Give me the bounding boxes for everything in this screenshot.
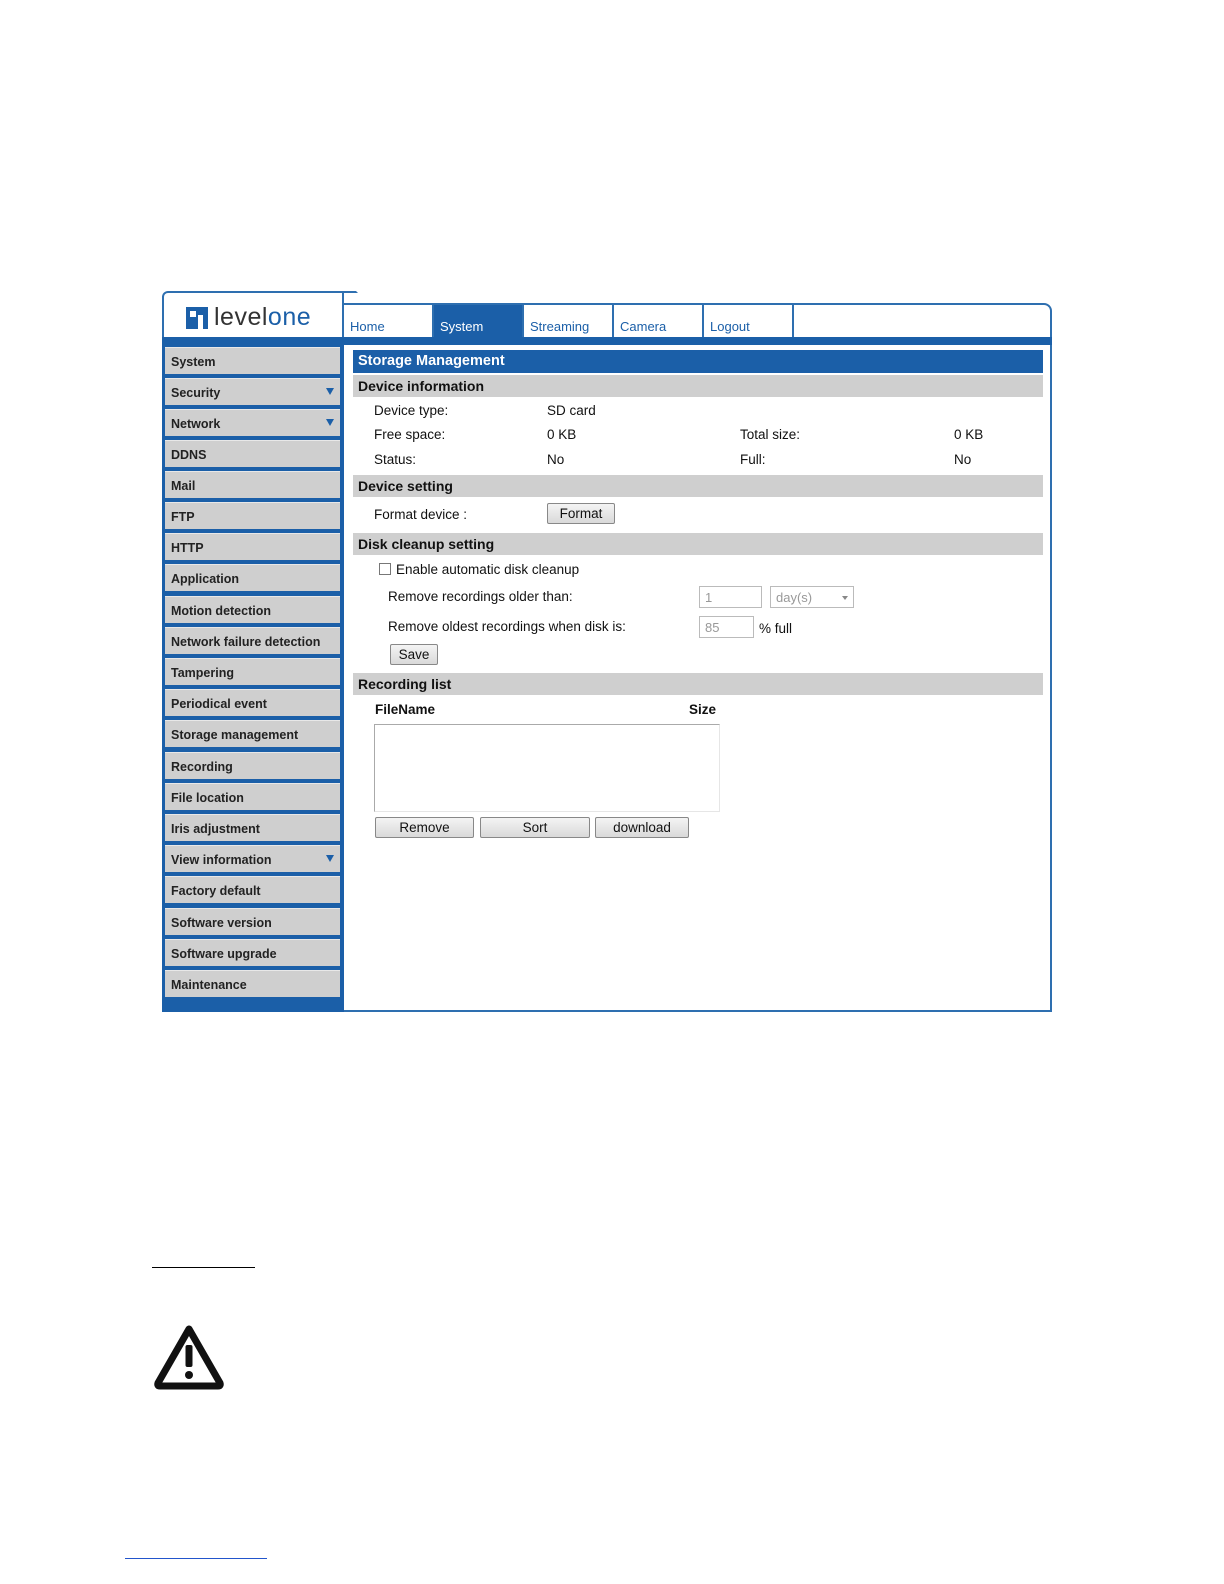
sidebar-item-periodical-event[interactable]: Periodical event (165, 689, 340, 716)
sidebar-item-network[interactable]: Network (165, 409, 340, 436)
sidebar-item-software-version[interactable]: Software version (165, 908, 340, 935)
download-button[interactable]: download (595, 817, 689, 838)
logo-text: levelone (214, 303, 312, 331)
device-type-value: SD card (547, 403, 596, 418)
sidebar-item-security[interactable]: Security (165, 378, 340, 405)
size-column-header: Size (689, 702, 717, 717)
older-than-input[interactable]: 1 (699, 586, 762, 608)
sidebar-item-maintenance[interactable]: Maintenance (165, 970, 340, 997)
full-value: No (954, 452, 972, 467)
nav-underline-bar (162, 337, 1052, 345)
sidebar-item-recording[interactable]: Recording (165, 752, 340, 779)
section-recording-list: Recording list (353, 673, 1043, 695)
sidebar-item-view-information[interactable]: View information (165, 845, 340, 872)
device-type-label: Device type: (374, 403, 449, 418)
page-title: Storage Management (353, 350, 1043, 373)
tab-logout[interactable]: Logout (704, 305, 794, 339)
tab-home[interactable]: Home (344, 305, 434, 339)
format-button[interactable]: Format (547, 503, 615, 524)
link-underline (125, 1558, 267, 1559)
footnote-rule (152, 1267, 255, 1268)
sidebar-item-iris-adjustment[interactable]: Iris adjustment (165, 814, 340, 841)
tab-system[interactable]: System (434, 305, 524, 339)
levelone-logo-icon (186, 307, 208, 329)
sidebar (162, 345, 344, 1012)
web-ui-frame (162, 291, 1052, 1012)
sidebar-item-file-location[interactable]: File location (165, 783, 340, 810)
sidebar-item-application[interactable]: Application (165, 564, 340, 591)
expand-arrow-icon (326, 419, 334, 426)
save-button[interactable]: Save (390, 644, 438, 665)
remove-older-label: Remove recordings older than: (388, 589, 573, 604)
disk-full-percent-input[interactable]: 85 (699, 616, 754, 638)
total-size-value: 0 KB (954, 427, 984, 442)
sidebar-item-ddns[interactable]: DDNS (165, 440, 340, 467)
tab-streaming[interactable]: Streaming (524, 305, 614, 339)
tab-camera[interactable]: Camera (614, 305, 704, 339)
sidebar-item-system[interactable]: System (165, 347, 340, 374)
remove-button[interactable]: Remove (375, 817, 474, 838)
top-nav (344, 303, 1052, 339)
section-device-setting: Device setting (353, 475, 1043, 497)
expand-arrow-icon (326, 855, 334, 862)
recording-list-box[interactable] (374, 724, 720, 812)
filename-column-header: FileName (375, 702, 436, 717)
sidebar-item-mail[interactable]: Mail (165, 471, 340, 498)
sidebar-item-storage-management[interactable]: Storage management (165, 720, 340, 747)
section-disk-cleanup: Disk cleanup setting (353, 533, 1043, 555)
free-space-label: Free space: (374, 427, 446, 442)
enable-cleanup-checkbox[interactable] (379, 563, 391, 575)
status-value: No (547, 452, 565, 467)
free-space-value: 0 KB (547, 427, 577, 442)
sidebar-item-motion-detection[interactable]: Motion detection (165, 596, 340, 623)
percent-full-label: % full (759, 621, 793, 636)
sidebar-item-tampering[interactable]: Tampering (165, 658, 340, 685)
logo-tab (162, 291, 344, 339)
levelone-logo (186, 303, 311, 332)
section-device-information: Device information (353, 375, 1043, 397)
enable-cleanup-label: Enable automatic disk cleanup (396, 562, 580, 577)
sidebar-item-factory-default[interactable]: Factory default (165, 876, 340, 903)
remove-oldest-label: Remove oldest recordings when disk is: (388, 619, 626, 634)
sidebar-item-ftp[interactable]: FTP (165, 502, 340, 529)
status-label: Status: (374, 452, 417, 467)
total-size-label: Total size: (740, 427, 801, 442)
main-panel (344, 345, 1052, 1012)
expand-arrow-icon (326, 388, 334, 395)
sidebar-item-software-upgrade[interactable]: Software upgrade (165, 939, 340, 966)
full-label: Full: (740, 452, 766, 467)
warning-icon (152, 1323, 226, 1391)
sort-button[interactable]: Sort (480, 817, 590, 838)
format-device-label: Format device : (374, 507, 468, 522)
sidebar-item-http[interactable]: HTTP (165, 533, 340, 560)
dropdown-arrow-icon (842, 596, 848, 600)
older-than-unit-select[interactable]: day(s) (770, 586, 854, 608)
sidebar-item-network-failure-detection[interactable]: Network failure detection (165, 627, 340, 654)
